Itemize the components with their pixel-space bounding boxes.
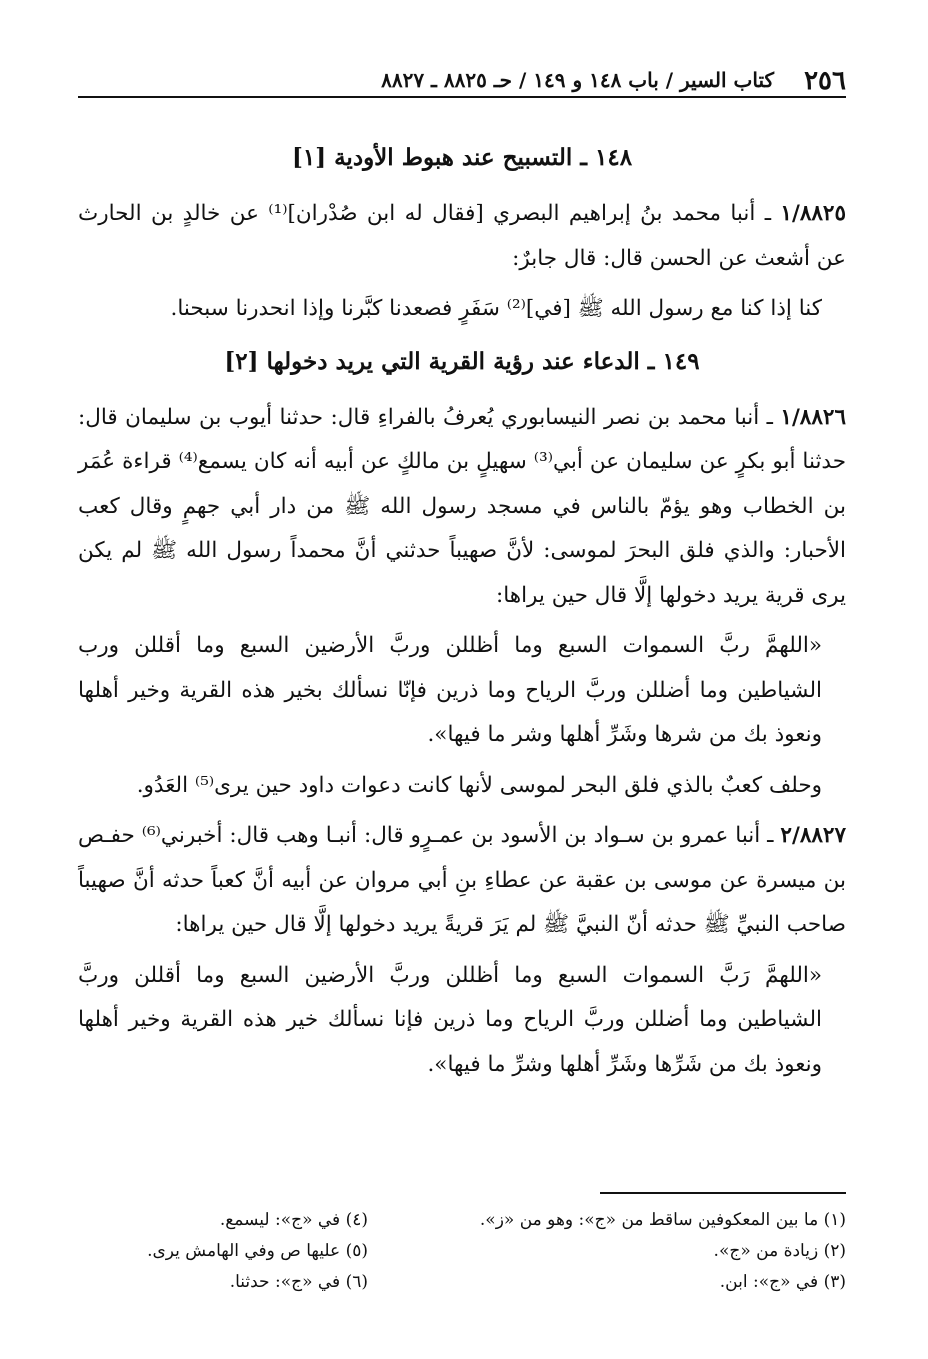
running-title: كتاب السير / باب ١٤٨ و ١٤٩ / حـ ٨٨٢٥ ـ ٨٨٢٧ bbox=[381, 68, 774, 92]
supplication-text bbox=[78, 954, 846, 1088]
hadith-text: ـ أنبا عمرو بن سـواد بن الأسود بن عمـرٍو قال: أنبـا وهب قال: أخبرني⁽⁶⁾ حفـص بن ميسرة عن موسى بن عقبة عن عطاءِ بنِ أبي مروان عن أبيه أنَّ كعباً حدثه أنَّ صهيباً صاحب النبيِّ ﷺ حدثه أنّ النبيَّ ﷺ لم يَرَ قريةً يريد دخولها إلَّا قال حين يراها: bbox=[78, 823, 846, 937]
hadith-paragraph bbox=[78, 764, 846, 809]
hadith-text: «اللهمَّ رَبَّ السموات السبع وما أظللن وربَّ الأرضين السبع وما أقللن وربَّ الشياطين وما أضللن وربَّ الرياح وما ذرين فإنا نسألك خير هذه القرية وخير أهلها ونعوذ بك من شَرِّها وشَرِّ أهلها وشرِّ ما فيها». bbox=[78, 962, 822, 1077]
hadith-text: ـ أنبا محمد بنُ إبراهيم البصري [فقال له ابن صُدْران]⁽¹⁾ عن خالدٍ بن الحارث عن أشعث عن الحسن قال: قال جابرٌ: bbox=[78, 201, 846, 271]
footnote: (٦) في «ج»: حدثنا. bbox=[229, 1272, 368, 1292]
section-heading-text: ١٤٩ ـ الدعاء عند رؤية القرية التي يريد دخولها bbox=[266, 347, 700, 375]
running-header bbox=[78, 66, 846, 106]
hadith-number: ٢/٨٨٢٧ bbox=[780, 823, 847, 848]
footnote: (٤) في «ج»: ليسمع. bbox=[219, 1210, 368, 1230]
section-heading-ref: [١] bbox=[291, 144, 327, 171]
footnotes-right-column bbox=[466, 1205, 846, 1298]
hadith-text: وحلف كعبٌ بالذي فلق البحر لموسى لأنها كانت دعوات داود حين يرى⁽⁵⁾ العَدُو. bbox=[136, 772, 822, 798]
section-heading-ref: [٢] bbox=[224, 347, 259, 375]
footnote: (٥) عليها ص وفي الهامش يرى. bbox=[147, 1241, 368, 1261]
page-number: ٢٥٦ bbox=[804, 66, 846, 96]
footnote-rule bbox=[600, 1192, 846, 1194]
section-heading-148 bbox=[78, 134, 846, 182]
hadith-paragraph bbox=[78, 814, 846, 948]
footnote: (١) ما بين المعكوفين ساقط من «ج»: وهو من «ز». bbox=[479, 1210, 846, 1230]
header-rule bbox=[78, 96, 846, 98]
hadith-text: كنا إذا كنا مع رسول الله ﷺ [في]⁽²⁾ سَفَرٍ فصعدنا كبَّرنا وإذا انحدرنا سبحنا. bbox=[170, 296, 822, 321]
hadith-number: ١/٨٨٢٥ bbox=[780, 201, 847, 226]
hadith-text: ـ أنبا محمد بن نصر النيسابوري يُعرفُ بالفراءِ قال: حدثنا أيوب بن سليمان قال: حدثنا أبو بكرٍ عن سليمان عن أبي⁽³⁾ سهيلٍ بن مالكٍ عن أبيه أنه كان يسمع⁽⁴⁾ قراءة عُمَر بن الخطاب وهو يؤمّ بالناس في مسجد رسول الله ﷺ من دار أبي جهمٍ وقال كعب الأحبار: والذي فلق البحرَ لموسى: لأنَّ صهيباً حدثني أنَّ محمداً رسول الله ﷺ لم يكن يرى قرية يريد دخولها إلَّا قال حين يراها: bbox=[78, 404, 847, 608]
main-text bbox=[78, 128, 846, 1093]
hadith-number: ١/٨٨٢٦ bbox=[780, 404, 846, 430]
hadith-matn bbox=[78, 287, 846, 332]
hadith-text: «اللهمَّ ربَّ السموات السبع وما أظللن وربَّ الأرضين السبع وما أقللن ورب الشياطين وما أضللن وربَّ الرياح وما ذرين فإنّا نسألك بخير هذه القرية وخير أهلها ونعوذ بك من شرها وشَرِّ أهلها وشر ما فيها». bbox=[78, 633, 822, 747]
section-heading-149 bbox=[78, 338, 846, 386]
footnote: (٢) زيادة من «ج». bbox=[713, 1241, 846, 1261]
hadith-paragraph bbox=[78, 192, 846, 281]
footnotes-left-column bbox=[68, 1205, 368, 1298]
section-heading-text: ١٤٨ ـ التسبيح عند هبوط الأودية bbox=[334, 144, 633, 171]
supplication-text bbox=[78, 624, 846, 758]
hadith-paragraph bbox=[78, 396, 846, 619]
footnote: (٣) في «ج»: ابن. bbox=[719, 1272, 846, 1292]
